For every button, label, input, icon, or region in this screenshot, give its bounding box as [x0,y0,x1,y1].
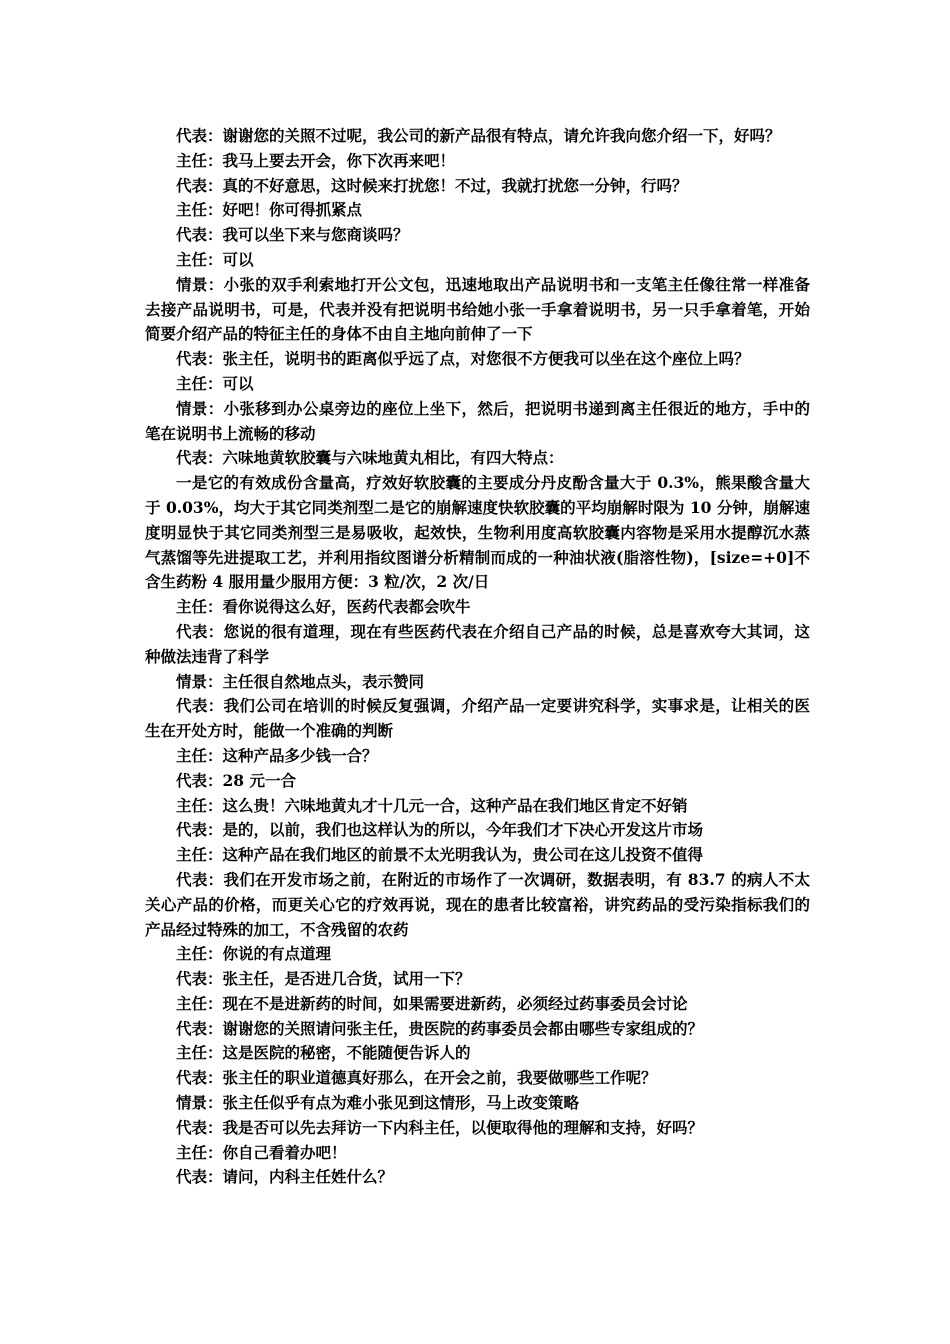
paragraph-4: 主任：好吧！你可得抓紧点 [176,200,363,220]
document-body [145,124,810,1190]
paragraph-24: 代表：张主任，是否进几合货，试用一下？ [176,969,471,989]
paragraph-11: 代表：六味地黄软胶囊与六味地黄丸相比，有四大特点： [176,448,564,468]
paragraph-26: 代表：谢谢您的关照请问张主任，贵医院的药事委员会都由哪些专家组成的？ [176,1018,704,1038]
paragraph-31: 主任：你自己看着办吧！ [176,1142,347,1162]
paragraph-25: 主任：现在不是进新药的时间，如果需要进新药，必须经过药事委员会讨论 [176,993,688,1013]
paragraph-17: 主任：这种产品多少钱一合？ [176,745,378,765]
paragraph-9: 主任：可以 [176,373,254,393]
paragraph-2: 主任：我马上要去开会，你下次再来吧！ [176,150,456,170]
paragraph-18: 代表：28 元一合 [176,770,296,790]
paragraph-3: 代表：真的不好意思，这时候来打扰您！不过，我就打扰您一分钟，行吗？ [176,175,688,195]
paragraph-29: 情景：张主任似乎有点为难小张见到这情形，马上改变策略 [176,1093,580,1113]
paragraph-16: 代表：我们公司在培训的时候反复强调，介绍产品一定要讲究科学，实事求是，让相关的医生在开处方时，能做一个准确的判断 [145,696,810,741]
paragraph-32: 代表：请问，内科主任姓什么？ [176,1167,394,1187]
paragraph-30: 代表：我是否可以先去拜访一下内科主任，以便取得他的理解和支持，好吗？ [176,1117,704,1137]
paragraph-8: 代表：张主任，说明书的距离似乎远了点，对您很不方便我可以坐在这个座位上吗？ [176,349,750,369]
paragraph-22: 代表：我们在开发市场之前，在附近的市场作了一次调研，数据表明，有 83.7 的病人不太关心产品的价格，而更关心它的疗效再说，现在的患者比较富裕，讲究药品的受污染指标我们的产品经过特殊的加工，不含残留的农药 [145,869,810,939]
paragraph-28: 代表：张主任的职业道德真好那么，在开会之前，我要做哪些工作呢？ [176,1068,657,1088]
paragraph-1: 代表：谢谢您的关照不过呢，我公司的新产品很有特点，请允许我向您介绍一下，好吗？ [176,126,781,145]
paragraph-23: 主任：你说的有点道理 [176,944,332,964]
paragraph-5: 代表：我可以坐下来与您商谈吗？ [176,225,409,245]
paragraph-6: 主任：可以 [176,249,254,269]
paragraph-19: 主任：这么贵！六味地黄丸才十几元一合，这种产品在我们地区肯定不好销 [176,795,688,815]
paragraph-13: 主任：看你说得这么好，医药代表都会吹牛 [176,597,471,617]
paragraph-12: 一是它的有效成份含量高，疗效好软胶囊的主要成分丹皮酚含量大于 0.3%，熊果酸含量大于 0.03%，均大于其它同类剂型二是它的崩解速度快软胶囊的平均崩解时限为 10 分钟，崩解速度明显快于其它同类剂型三是易吸收，起效快，生物利用度高软胶囊内容物是采用水提醇沉水蒸气蒸馏等先进提取工艺，并利用指纹图谱分析精制而成的一种油状液(脂溶性物)，[size=+0]不含生药粉 4 服用量少服用方便：3 粒/次，2 次/日 [145,473,810,592]
paragraph-15: 情景：主任很自然地点头，表示赞同 [176,671,425,691]
paragraph-14: 代表：您说的很有道理，现在有些医药代表在介绍自己产品的时候，总是喜欢夸大其词，这种做法违背了科学 [145,621,810,666]
paragraph-7: 情景：小张的双手利索地打开公文包，迅速地取出产品说明书和一支笔主任像往常一样准备去接产品说明书，可是，代表并没有把说明书给她小张一手拿着说明书，另一只手拿着笔，开始简要介绍产品的特征主任的身体不由自主地向前伸了一下 [145,274,810,344]
paragraph-20: 代表：是的，以前，我们也这样认为的所以，今年我们才下决心开发这片市场 [176,820,704,840]
paragraph-27: 主任：这是医院的秘密，不能随便告诉人的 [176,1043,471,1063]
paragraph-10: 情景：小张移到办公桌旁边的座位上坐下，然后，把说明书递到离主任很近的地方，手中的笔在说明书上流畅的移动 [145,398,810,443]
paragraph-21: 主任：这种产品在我们地区的前景不太光明我认为，贵公司在这儿投资不值得 [176,845,704,865]
